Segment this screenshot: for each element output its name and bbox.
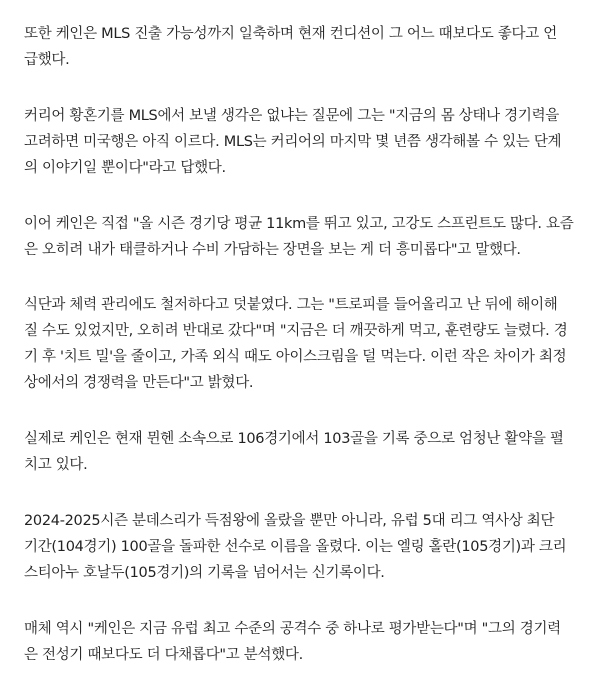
paragraph-line: 치고 있다. xyxy=(24,457,88,473)
paragraph-line: 상에서의 경쟁력을 만든다"고 밝혔다. xyxy=(24,375,254,391)
article-paragraph xyxy=(24,103,561,181)
article-paragraph xyxy=(24,21,557,73)
paragraph-line: 매체 역시 "케인은 지금 유럽 최고 수준의 공격수 중 하나로 평가받는다"며 "그의 경기력 xyxy=(24,621,561,637)
paragraph-line: 고려하면 미국행은 아직 이르다. MLS는 커리어의 마지막 몇 년쯤 생각해볼 수 있는 단계 xyxy=(24,134,562,150)
paragraph-line: 의 이야기일 뿐이다"라고 답했다. xyxy=(24,160,226,176)
paragraph-line: 커리어 황혼기를 MLS에서 보낼 생각은 없냐는 질문에 그는 "지금의 몸 상태나 경기력을 xyxy=(24,108,559,124)
paragraph-line: 은 오히려 내가 태클하거나 수비 가담하는 장면을 보는 게 더 흥미롭다"고 말했다. xyxy=(24,242,521,258)
article-paragraph xyxy=(24,292,567,396)
paragraph-line: 이어 케인은 직접 "올 시즌 경기당 평균 11km를 뛰고 있고, 고강도 스프린트도 많다. 요즘 xyxy=(24,216,574,232)
paragraph-line: 기 후 '치트 밀'을 줄이고, 가족 외식 때도 아이스크림을 덜 먹는다. 이런 작은 차이가 최정 xyxy=(24,349,567,365)
paragraph-line: 급했다. xyxy=(24,52,70,68)
article-paragraph xyxy=(24,426,564,478)
article-paragraph xyxy=(24,616,561,668)
paragraph-line: 스티아누 호날두(105경기)의 기록을 넘어서는 신기록이다. xyxy=(24,565,385,581)
paragraph-line: 기간(104경기) 100골을 돌파한 선수로 이름을 올렸다. 이는 엘링 홀란(105경기)과 크리 xyxy=(24,539,567,555)
paragraph-line: 2024-2025시즌 분데스리가 득점왕에 올랐을 뿐만 아니라, 유럽 5대 리그 역사상 최단 xyxy=(24,513,555,529)
paragraph-line: 식단과 체력 관리에도 철저하다고 덧붙였다. 그는 "트로피를 들어올리고 난 뒤에 해이해 xyxy=(24,297,558,313)
article-paragraph xyxy=(24,211,573,263)
paragraph-line: 은 전성기 때보다도 더 다채롭다"고 분석했다. xyxy=(24,647,303,663)
article-paragraph xyxy=(24,508,566,586)
paragraph-line: 질 수도 있었지만, 오히려 반대로 갔다"며 "지금은 더 깨끗하게 먹고, 훈련량도 늘렸다. 경 xyxy=(24,323,568,339)
paragraph-line: 또한 케인은 MLS 진출 가능성까지 일축하며 현재 컨디션이 그 어느 때보다도 좋다고 언 xyxy=(24,26,557,42)
paragraph-line: 실제로 케인은 현재 뮌헨 소속으로 106경기에서 103골을 기록 중으로 엄청난 활약을 펼 xyxy=(24,431,564,447)
